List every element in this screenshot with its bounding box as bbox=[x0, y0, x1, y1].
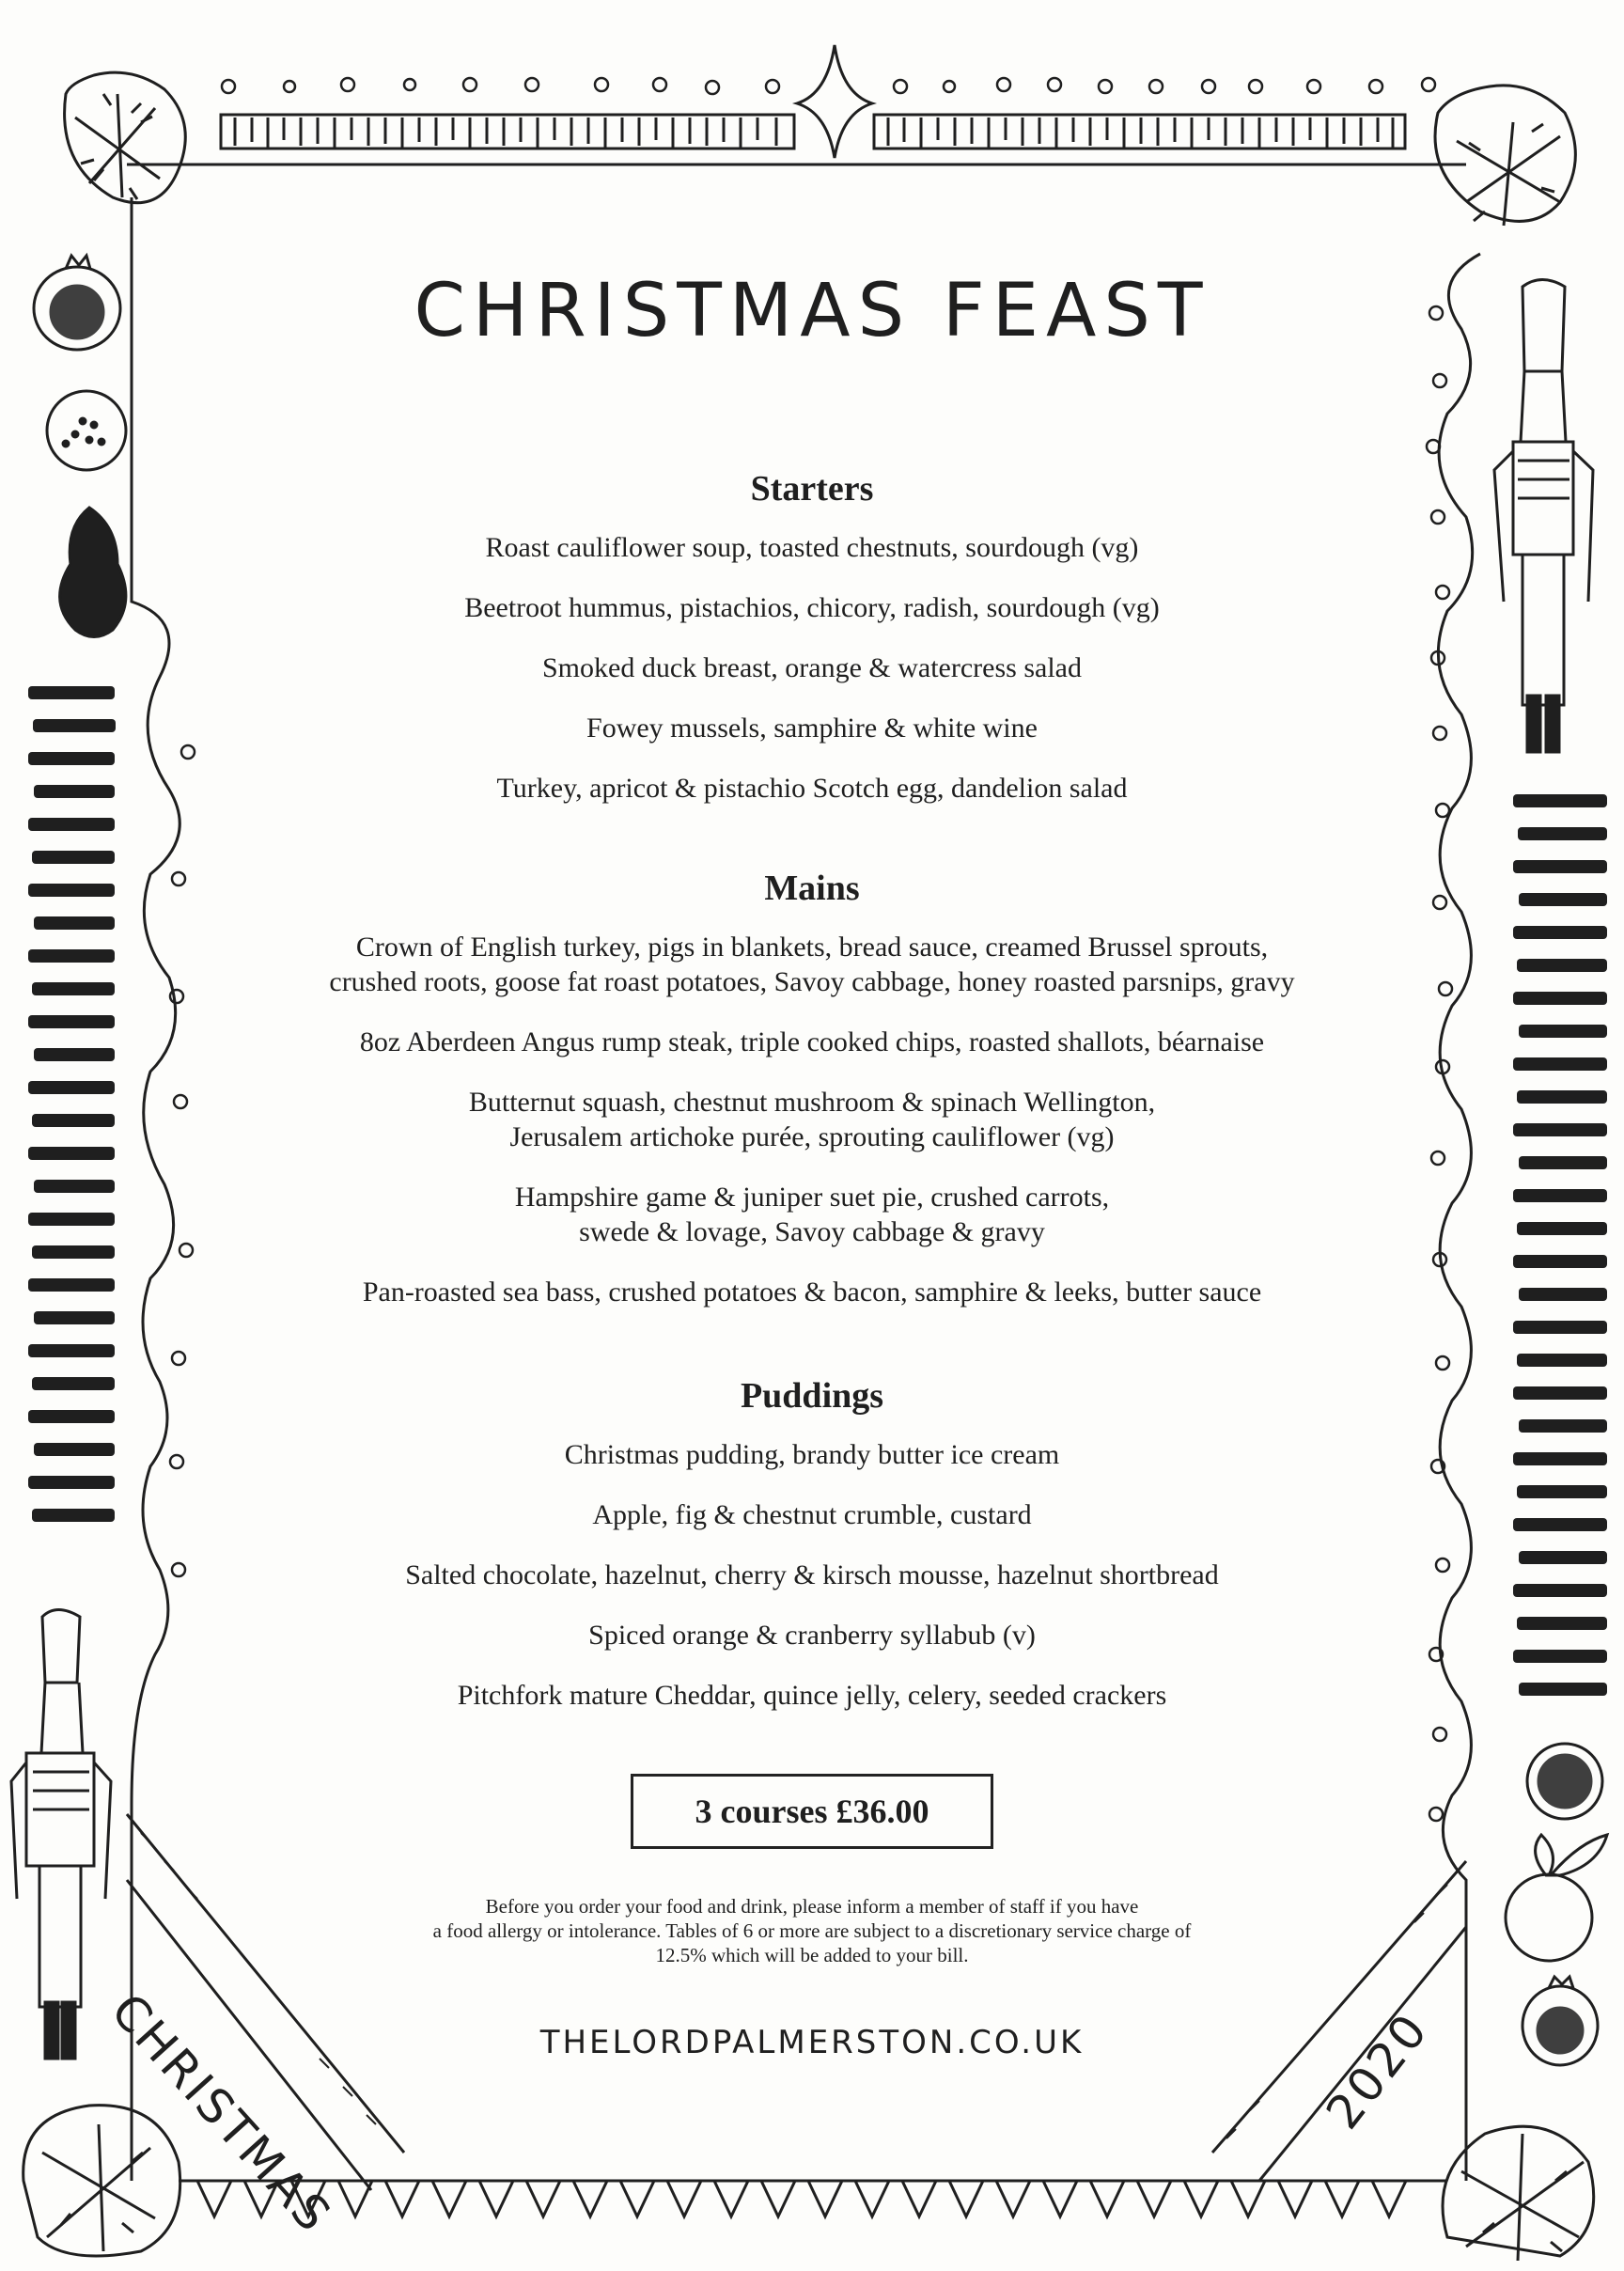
menu-item-line: Butternut squash, chestnut mushroom & spinach Wellington, bbox=[468, 1087, 1156, 1118]
corner-top-left bbox=[65, 72, 186, 203]
year-ribbon-label: 2020 bbox=[1316, 2002, 1440, 2139]
pomegranate-icon bbox=[34, 256, 120, 350]
snowflake-icon bbox=[42, 2124, 155, 2251]
nutcracker-soldier-icon bbox=[1494, 280, 1593, 753]
snowflake-icon bbox=[75, 94, 160, 199]
menu-item: Turkey, apricot & pistachio Scotch egg, dandelion salad bbox=[496, 773, 1128, 804]
menu-item: Roast cauliflower soup, toasted chestnuts, sourdough (vg) bbox=[485, 532, 1139, 563]
corner-bottom-left bbox=[23, 2106, 180, 2256]
section-heading: Mains bbox=[764, 869, 860, 908]
orange-slice-icon bbox=[1527, 1744, 1602, 1819]
menu-item: Apple, fig & chestnut crumble, custard bbox=[592, 1499, 1032, 1530]
section-heading: Puddings bbox=[740, 1376, 884, 1416]
right-stripes bbox=[1513, 794, 1607, 1696]
menu-item: Spiced orange & cranberry syllabub (v) bbox=[588, 1620, 1036, 1651]
menu-item-line: Jerusalem artichoke purée, sprouting cauliflower (vg) bbox=[509, 1121, 1115, 1152]
snowflake-icon bbox=[1457, 122, 1560, 226]
menu-item-line: Hampshire game & juniper suet pie, crushed carrots, bbox=[514, 1182, 1110, 1213]
mains-section bbox=[188, 868, 1436, 1309]
menu-item: Pitchfork mature Cheddar, quince jelly, celery, seeded crackers bbox=[457, 1680, 1167, 1711]
top-tick-bar-right bbox=[874, 115, 1405, 149]
corner-top-right bbox=[1435, 86, 1575, 226]
christmas-ribbon-label: CHRISTMAS bbox=[100, 1983, 343, 2244]
starters-section bbox=[188, 468, 1436, 806]
allergy-note bbox=[351, 1894, 1273, 1967]
menu-item: Smoked duck breast, orange & watercress salad bbox=[542, 652, 1082, 683]
menu-item: Beetroot hummus, pistachios, chicory, radish, sourdough (vg) bbox=[464, 592, 1160, 623]
top-border bbox=[127, 45, 1466, 164]
pomegranate-icon bbox=[1522, 1977, 1598, 2065]
diamond-star-icon bbox=[797, 45, 872, 158]
left-stripes bbox=[28, 686, 116, 1522]
note-line: a food allergy or intolerance. Tables of 6 or more are subject to a discretionary service charge of bbox=[432, 1919, 1192, 1942]
website-link[interactable]: THELORDPALMERSTON.CO.UK bbox=[539, 2024, 1085, 2061]
nutcracker-soldier-icon bbox=[11, 1610, 111, 2060]
menu-item: Fowey mussels, samphire & white wine bbox=[586, 713, 1038, 744]
menu-item bbox=[188, 1180, 1436, 1249]
menu-item bbox=[188, 930, 1436, 999]
section-heading: Starters bbox=[750, 469, 874, 509]
menu-item: 8oz Aberdeen Angus rump steak, triple cooked chips, roasted shallots, béarnaise bbox=[359, 1026, 1265, 1057]
menu-item-line: Crown of English turkey, pigs in blankets, bread sauce, creamed Brussel sprouts, bbox=[355, 932, 1269, 963]
menu-item-line: crushed roots, goose fat roast potatoes, Savoy cabbage, honey roasted parsnips, gravy bbox=[329, 966, 1295, 997]
price-box: 3 courses £36.00 bbox=[631, 1774, 994, 1849]
menu-content bbox=[188, 226, 1436, 2061]
top-tick-bar-left bbox=[221, 115, 794, 149]
menu-item: Christmas pudding, brandy butter ice cream bbox=[564, 1439, 1060, 1470]
orange-with-leaves-icon bbox=[1506, 1835, 1607, 1961]
lime-slice-icon bbox=[47, 391, 126, 470]
note-line: 12.5% which will be added to your bill. bbox=[655, 1944, 969, 1966]
menu-title: CHRISTMAS FEAST bbox=[414, 269, 1210, 353]
puddings-section bbox=[188, 1375, 1436, 1713]
menu-item: Pan-roasted sea bass, crushed potatoes & bacon, samphire & leeks, butter sauce bbox=[362, 1276, 1262, 1308]
menu-item: Salted chocolate, hazelnut, cherry & kirsch mousse, hazelnut shortbread bbox=[405, 1559, 1219, 1590]
menu-item bbox=[188, 1085, 1436, 1154]
top-dots bbox=[222, 78, 1435, 94]
note-line: Before you order your food and drink, please inform a member of staff if you have bbox=[485, 1895, 1139, 1918]
menu-item-line: swede & lovage, Savoy cabbage & gravy bbox=[579, 1216, 1045, 1247]
pear-icon bbox=[60, 508, 126, 637]
bottom-bunting bbox=[179, 2181, 1447, 2216]
